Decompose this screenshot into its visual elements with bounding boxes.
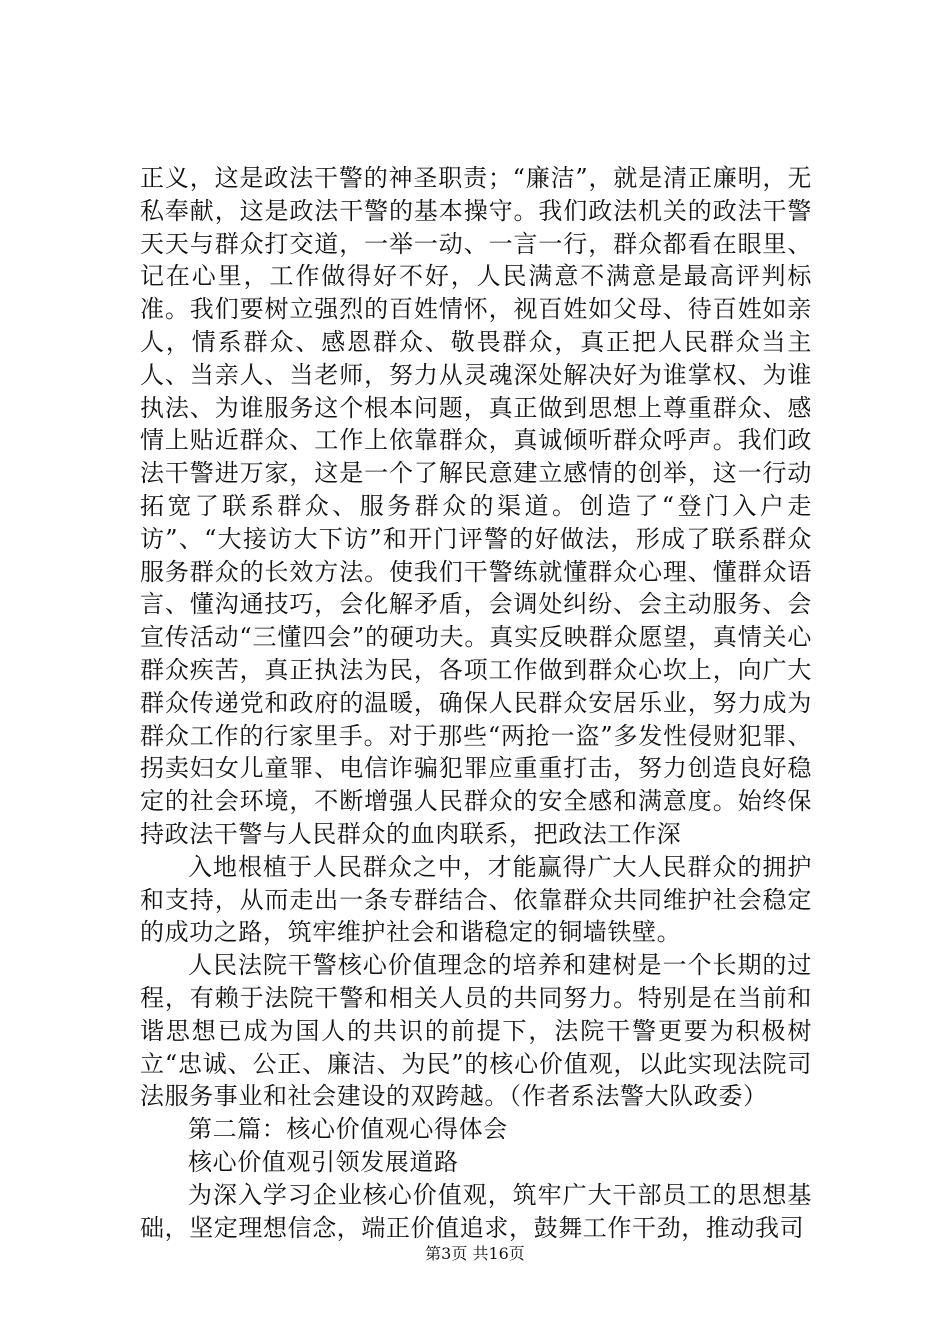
paragraph-court-values: 人民法院干警核心价值理念的培养和建树是一个长期的过程，有赖于法院干警和相关人员的共同努力。特别是在当前和谐思想已成为国人的共识的前提下，法院干警更要为积极树立“忠诚、公正、廉洁、为民”的核心价值观，以此实现法院司法服务事业和社会建设的双跨越。（作者系法警大队政委） <box>140 951 812 1111</box>
document-body <box>140 162 812 1244</box>
section-subtitle: 核心价值观引领发展道路 <box>188 1147 459 1176</box>
paragraph-continuation: 正义，这是政法干警的神圣职责；“廉洁”，就是清正廉明，无私奉献，这是政法干警的基本操守。我们政法机关的政法干警天天与群众打交道，一举一动、一言一行，群众都看在眼里、记在心里，工作做得好不好，人民满意不满意是最高评判标准。我们要树立强烈的百姓情怀，视百姓如父母、待百姓如亲人，情系群众、感恩群众、敬畏群众，真正把人民群众当主人、当亲人、当老师，努力从灵魂深处解决好为谁掌权、为谁执法、为谁服务这个根本问题，真正做到思想上尊重群众、感情上贴近群众、工作上依靠群众，真诚倾听群众呼声。我们政法干警进万家，这是一个了解民意建立感情的创举，这一行动拓宽了联系群众、服务群众的渠道。创造了“登门入户走访”、“大接访大下访”和开门评警的好做法，形成了联系群众服务群众的长效方法。使我们干警练就懂群众心理、懂群众语言、懂沟通技巧，会化解矛盾，会调处纠纷、会主动服务、会宣传活动“三懂四会”的硬功夫。真实反映群众愿望，真情关心群众疾苦，真正执法为民，各项工作做到群众心坎上，向广大群众传递党和政府的温暖，确保人民群众安居乐业，努力成为群众工作的行家里手。对于那些“两抢一盗”多发性侵财犯罪、拐卖妇女儿童罪、电信诈骗犯罪应重重打击，努力创造良好稳定的社会环境，不断增强人民群众的安全感和满意度。始终保持政法干警与人民群众的血肉联系，把政法工作深 <box>140 164 812 848</box>
paragraph-rooted-in-masses: 入地根植于人民群众之中，才能赢得广大人民群众的拥护和支持，从而走出一条专群结合、依靠群众共同维护社会稳定的成功之路，筑牢维护社会和谐稳定的铜墙铁壁。 <box>140 852 812 947</box>
page-footer: 第3页 共16页 <box>425 1244 525 1263</box>
paragraph-section-intro: 为深入学习企业核心价值观，筑牢广大干部员工的思想基础，坚定理想信念，端正价值追求，鼓舞工作干劲，推动我司 <box>140 1180 812 1242</box>
section-heading: 第二篇：核心价值观心得体会 <box>188 1115 508 1144</box>
